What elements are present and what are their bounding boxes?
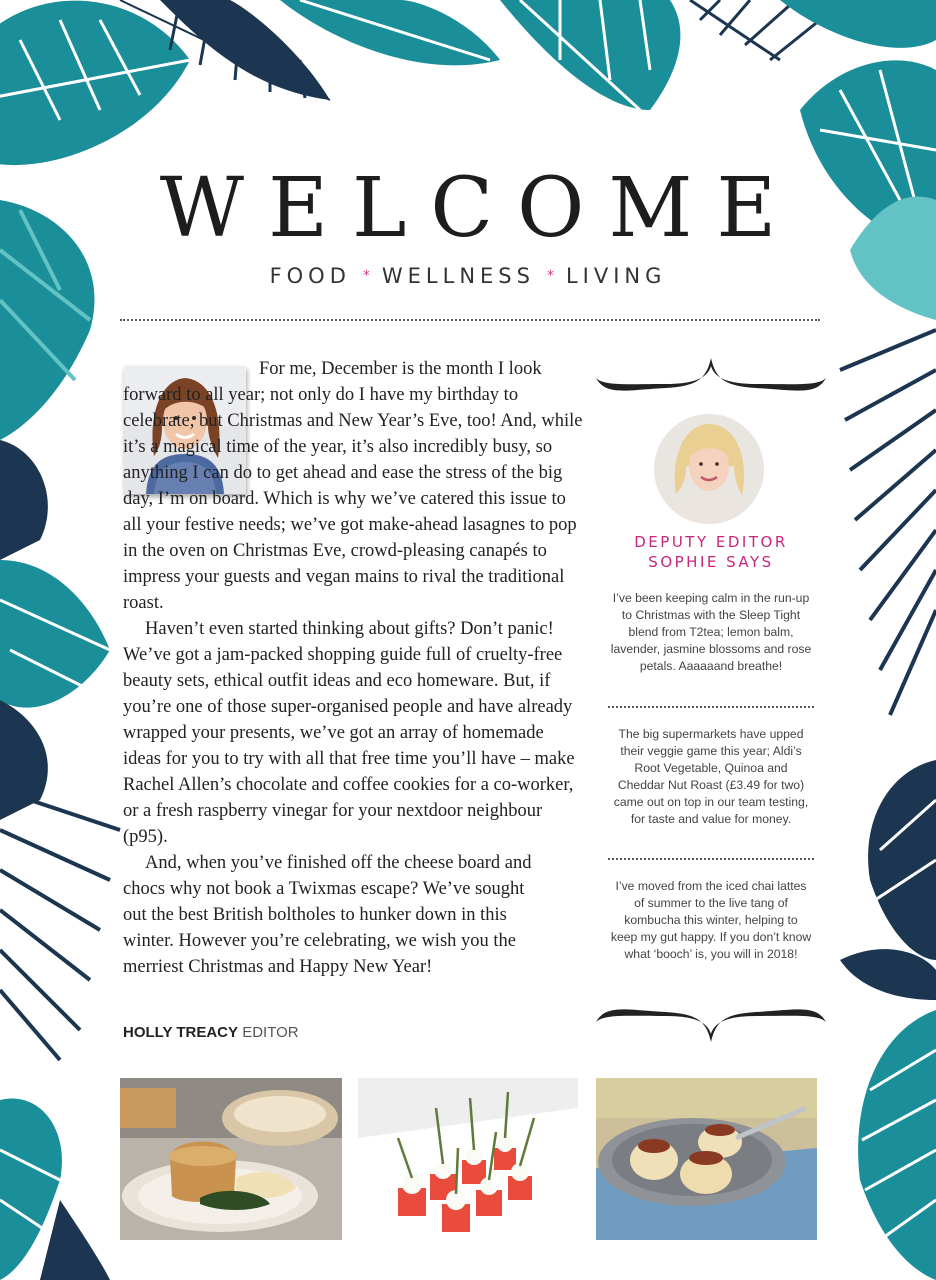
sidebar-tip: I’ve moved from the iced chai lattes of summer to the live tang of kombucha this winter, helping to keep my gut happy. If you don’t know what ‘booch’ is, you will in 2018! — [610, 879, 812, 961]
dotted-divider — [120, 319, 820, 321]
page-title: WELCOME — [159, 161, 801, 256]
editor-letter — [123, 356, 583, 980]
star-separator: * — [546, 268, 554, 284]
bottom-brace-icon — [596, 1000, 826, 1044]
section-subtitle — [0, 266, 936, 287]
sidebar-heading-line2: SOPHIE SAYS — [648, 553, 774, 571]
editor-role: EDITOR — [242, 1024, 299, 1041]
leaf-icon — [0, 1, 190, 165]
deputy-editor-portrait — [654, 414, 764, 524]
subtitle-living: LIVING — [565, 264, 667, 288]
star-separator: * — [362, 268, 370, 284]
pie-photo — [120, 1078, 342, 1240]
subtitle-food: FOOD — [269, 264, 351, 288]
dotted-divider — [608, 858, 814, 860]
editor-signature — [123, 1024, 299, 1041]
sidebar-tip: I’ve been keeping calm in the run-up to Christmas with the Sleep Tight blend from T2tea; lemon balm, lavender, jasmine blossoms and rose petals. Aaaaaand breathe! — [610, 591, 812, 673]
sidebar-tip: The big supermarkets have upped their veggie game this year; Aldi’s Root Vegetable, Quinoa and Cheddar Nut Roast (£3.49 for two) came out on top in our team testing, for taste and value for money. — [613, 727, 809, 826]
sidebar-heading-line1: DEPUTY EDITOR — [634, 533, 788, 551]
canape-photo — [358, 1078, 578, 1240]
letter-paragraph: Haven’t even started thinking about gifts? Don’t panic! We’ve got a jam-packed shopping guide full of cruelty-free beauty sets, ethical outfit ideas and eco homeware. But, if you’re one of those super-organised people and have already wrapped your presents, we’ve got an array of homemade ideas for you to try with all that free time you’ll have – make Rachel Allen’s chocolate and coffee cookies for a co-worker, or a fresh raspberry vinegar for your nextdoor neighbour (p95). — [123, 619, 575, 847]
sidebar-heading — [596, 532, 826, 572]
subtitle-wellness: WELLNESS — [381, 264, 535, 288]
stuffed-onion-photo — [596, 1078, 817, 1240]
dotted-divider — [608, 706, 814, 708]
editor-name: HOLLY TREACY — [123, 1024, 239, 1041]
top-brace-icon — [596, 356, 826, 400]
deputy-editor-sidebar — [596, 356, 826, 1036]
letter-paragraph: For me, December is the month I look forward to all year; not only do I have my birthday to celebrate, but Christmas and New Year’s Eve, too! And, while it’s a magical time of the year, it’s also incredibly busy, so anything I can do to get ahead and ease the stress of the big day, I’m on board. Which is why we’ve catered this issue to all your festive needs; we’ve got make-ahead lasagnes to pop in the oven on Christmas Eve, crowd-pleasing canapés to impress your guests and vegan mains to rival the traditional roast. — [123, 359, 583, 613]
letter-paragraph: And, when you’ve finished off the cheese board and chocs why not book a Twixmas escape? We’ve sought out the best British boltholes to hunker down in this winter. However you’re celebrating, we wish you the merriest Christmas and Happy New Year! — [123, 853, 532, 977]
